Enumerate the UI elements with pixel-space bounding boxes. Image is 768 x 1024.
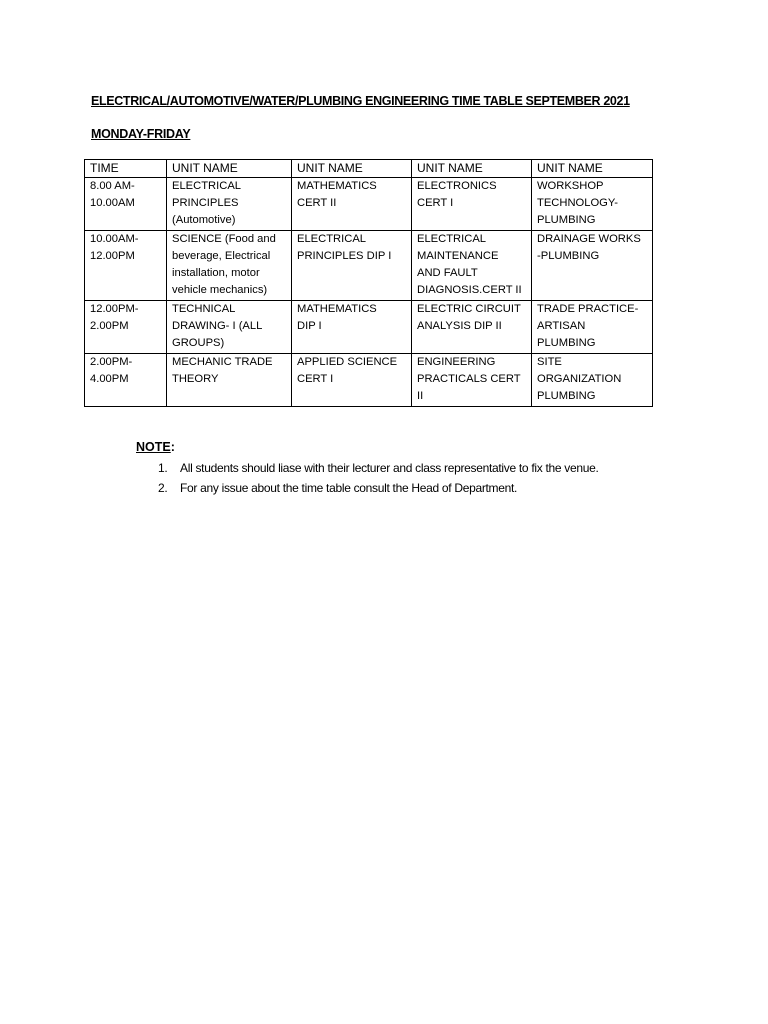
note-item <box>158 460 599 480</box>
column-header-unit-name: UNIT NAME <box>167 160 292 178</box>
unit-name-text: ELECTRIC CIRCUIT ANALYSIS DIP II <box>417 303 521 332</box>
unit-name-text: ELECTRICAL PRINCIPLES (Automotive) <box>172 180 242 226</box>
unit-cell <box>292 178 412 231</box>
note-text: For any issue about the time table consult the Head of Department. <box>180 481 518 495</box>
unit-cell <box>412 301 532 354</box>
unit-cell <box>412 354 532 407</box>
unit-name-text: ENGINEERING PRACTICALS CERT II <box>417 356 521 402</box>
time-slot-text: 12.00PM- 2.00PM <box>90 303 139 332</box>
note-text: All students should liase with their lecturer and class representative to fix the venue. <box>180 461 599 475</box>
unit-name-text: SITE ORGANIZATION PLUMBING <box>537 356 622 402</box>
unit-name-text: TRADE PRACTICE- ARTISAN PLUMBING <box>537 303 639 349</box>
unit-name-text: ELECTRONICS CERT I <box>417 180 497 209</box>
table-header-row <box>85 160 653 178</box>
document-title: ELECTRICAL/AUTOMOTIVE/WATER/PLUMBING ENGINEERING TIME TABLE SEPTEMBER 2021 <box>91 94 630 108</box>
table-row <box>85 354 653 407</box>
table-row <box>85 178 653 231</box>
time-slot-text: 2.00PM- 4.00PM <box>90 356 133 385</box>
unit-cell <box>167 301 292 354</box>
timetable <box>84 159 653 407</box>
unit-name-text: APPLIED SCIENCE CERT I <box>297 356 398 385</box>
column-header-unit-name: UNIT NAME <box>292 160 412 178</box>
table-row <box>85 231 653 301</box>
unit-cell <box>532 231 653 301</box>
time-cell <box>85 178 167 231</box>
table-row <box>85 301 653 354</box>
column-header-unit-name: UNIT NAME <box>412 160 532 178</box>
time-slot-text: 10.00AM- 12.00PM <box>90 233 139 262</box>
unit-name-text: ELECTRICAL PRINCIPLES DIP I <box>297 233 392 262</box>
note-list <box>158 460 599 500</box>
column-header-time: TIME <box>85 160 167 178</box>
unit-cell <box>292 231 412 301</box>
note-heading <box>136 440 175 454</box>
unit-name-text: TECHNICAL DRAWING- I (ALL GROUPS) <box>172 303 263 349</box>
unit-cell <box>532 178 653 231</box>
unit-cell <box>412 178 532 231</box>
days-subtitle: MONDAY-FRIDAY <box>91 127 191 141</box>
unit-cell <box>167 178 292 231</box>
unit-name-text: DRAINAGE WORKS -PLUMBING <box>537 233 641 262</box>
unit-name-text: MATHEMATICS CERT II <box>297 180 377 209</box>
note-number: 2. <box>158 481 168 495</box>
unit-cell <box>167 354 292 407</box>
unit-cell <box>532 354 653 407</box>
note-heading-colon: : <box>170 440 175 454</box>
time-cell <box>85 354 167 407</box>
unit-name-text: SCIENCE (Food and beverage, Electrical installation, motor vehicle mechanics) <box>172 233 276 296</box>
unit-cell <box>532 301 653 354</box>
unit-cell <box>292 354 412 407</box>
note-number: 1. <box>158 461 168 475</box>
column-header-unit-name: UNIT NAME <box>532 160 653 178</box>
unit-name-text: WORKSHOP TECHNOLOGY- PLUMBING <box>537 180 619 226</box>
time-cell <box>85 301 167 354</box>
unit-cell <box>292 301 412 354</box>
note-item <box>158 480 599 500</box>
time-cell <box>85 231 167 301</box>
unit-name-text: MATHEMATICS DIP I <box>297 303 377 332</box>
time-slot-text: 8.00 AM- 10.00AM <box>90 180 135 209</box>
unit-cell <box>167 231 292 301</box>
note-heading-label: NOTE <box>136 440 171 454</box>
unit-cell <box>412 231 532 301</box>
unit-name-text: ELECTRICAL MAINTENANCE AND FAULT DIAGNOSIS.CERT II <box>417 233 522 296</box>
unit-name-text: MECHANIC TRADE THEORY <box>172 356 273 385</box>
